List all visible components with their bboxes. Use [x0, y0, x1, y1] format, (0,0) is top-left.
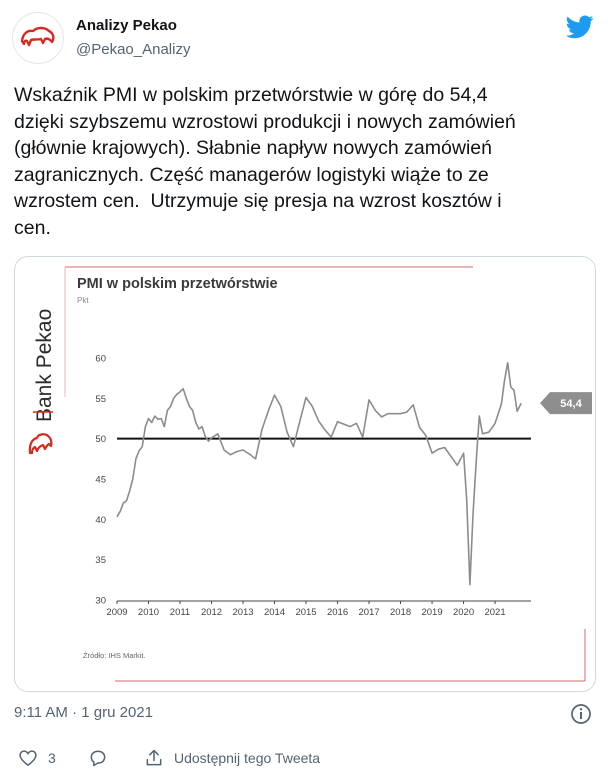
- y-tick-label-0: 30: [95, 595, 106, 607]
- reply-icon: [88, 748, 108, 768]
- tweet-actions-bar: [0, 740, 608, 776]
- x-tick-label-6: 2015: [295, 607, 317, 618]
- x-axis: [106, 601, 531, 618]
- x-tick-label-11: 2020: [452, 607, 475, 618]
- avatar[interactable]: [12, 12, 64, 64]
- y-tick-label-6: 60: [95, 353, 106, 365]
- share-label: Udostępnij tego Tweeta: [174, 750, 321, 766]
- tweet-media-image[interactable]: [14, 256, 596, 692]
- x-tick-label-12: 2021: [484, 607, 506, 618]
- x-tick-label-2: 2011: [169, 607, 191, 618]
- y-axis: [95, 354, 106, 607]
- x-tick-label-1: 2010: [137, 607, 160, 618]
- y-tick-label-2: 40: [95, 514, 106, 526]
- x-tick-label-0: 2009: [106, 607, 128, 618]
- pmi-chart: [15, 257, 595, 691]
- x-tick-label-7: 2016: [326, 607, 349, 618]
- x-tick-label-3: 2012: [200, 607, 223, 618]
- y-tick-label-3: 45: [95, 474, 106, 486]
- tweet-timestamp[interactable]: 9:11 AM · 1 gru 2021: [14, 704, 153, 721]
- latest-value-label: 54,4: [560, 398, 582, 411]
- latest-value-tag: [540, 392, 592, 414]
- y-tick-label-4: 50: [95, 434, 106, 446]
- bison-brand-icon: [30, 434, 52, 453]
- heart-icon: [18, 748, 38, 768]
- twitter-bird-icon[interactable]: [566, 15, 594, 44]
- share-button[interactable]: [144, 748, 320, 768]
- x-tick-label-9: 2018: [389, 607, 412, 618]
- share-icon: [144, 748, 164, 768]
- reply-button[interactable]: [88, 748, 108, 768]
- x-tick-label-5: 2014: [263, 607, 286, 618]
- tweet-text: Wskaźnik PMI w polskim przetwórstwie w górę do 54,4 dzięki szybszemu wzrostowi produkcji i nowych zamówień (głównie krajowych). Słabnie napływ nowych zamówień zagranicznych. Część managerów logistyki wiąże to ze wzrostem cen. Utrzymuje się presja na wzrost kosztów i cen.: [14, 84, 516, 239]
- chart-subtitle: Pkt: [77, 296, 89, 305]
- series-line-pmi: [117, 363, 521, 585]
- x-tick-label-4: 2013: [232, 607, 254, 618]
- y-tick-label-1: 35: [95, 555, 106, 567]
- bison-logo-icon: [19, 25, 57, 51]
- like-button[interactable]: [18, 748, 56, 768]
- chart-source: Źródło: IHS Markit.: [83, 651, 146, 660]
- y-tick-label-5: 55: [95, 393, 106, 405]
- author-name[interactable]: Analizy Pekao: [76, 17, 177, 34]
- author-handle[interactable]: @Pekao_Analizy: [76, 41, 191, 58]
- bank-pekao-label: Bank Pekao: [33, 308, 56, 422]
- x-tick-label-10: 2019: [421, 607, 443, 618]
- like-count: 3: [48, 750, 56, 766]
- info-icon[interactable]: [570, 703, 592, 730]
- chart-title: PMI w polskim przetwórstwie: [77, 276, 278, 292]
- x-tick-label-8: 2017: [358, 607, 380, 618]
